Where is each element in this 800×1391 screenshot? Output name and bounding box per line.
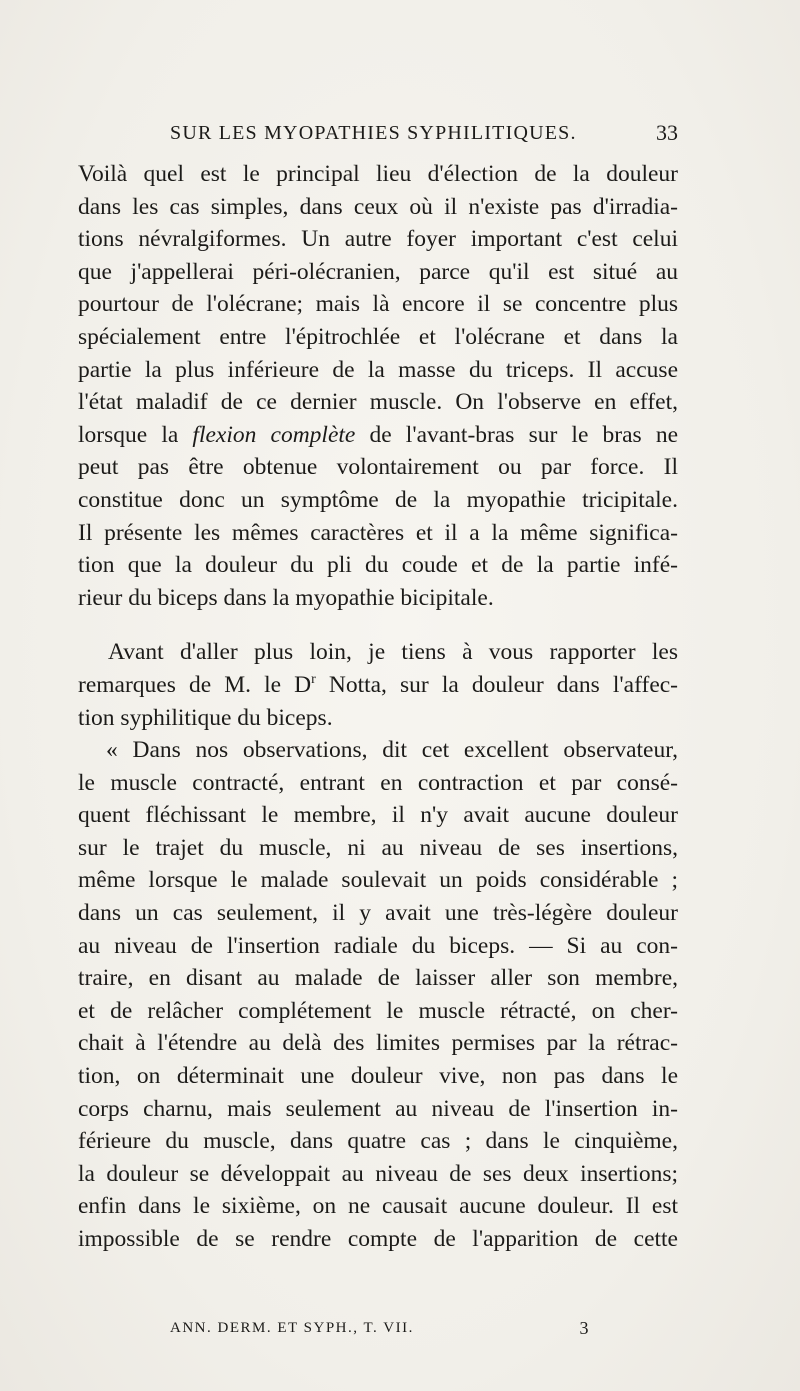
text-line: sur le trajet du muscle, ni au niveau de ses insertions,	[78, 834, 678, 861]
text-line: au niveau de l'insertion radiale du biceps. — Si au con-	[78, 932, 678, 959]
text-line: peut pas être obtenue volontairement ou par force. Il	[78, 454, 678, 481]
text-line: tion, on déterminait une douleur vive, non pas dans le	[78, 1063, 678, 1090]
text-line: dans un cas seulement, il y avait une très-légère douleur	[78, 900, 678, 927]
text-line: tions névralgiformes. Un autre foyer important c'est celui	[78, 226, 678, 253]
text-line: enfin dans le sixième, on ne causait aucune douleur. Il est	[78, 1193, 678, 1220]
text-line: partie la plus inférieure de la masse du triceps. Il accuse	[78, 356, 678, 383]
superscript: r	[311, 672, 316, 688]
text-line: pourtour de l'olécrane; mais là encore il se concentre plus	[78, 291, 678, 318]
page-footer	[170, 1315, 590, 1341]
text-line: spécialement entre l'épitrochlée et l'olécrane et dans la	[78, 323, 678, 350]
text-line: impossible de se rendre compte de l'apparition de cette	[78, 1226, 678, 1252]
text-line: « Dans nos observations, dit cet excellent observateur,	[106, 737, 678, 764]
text-line: même lorsque le malade soulevait un poids considérable ;	[78, 867, 678, 894]
text-line	[78, 419, 678, 452]
text-run: de l'avant-bras sur le bras ne	[355, 421, 678, 448]
text-run: Notta, sur la douleur dans l'affec-	[315, 671, 679, 698]
paragraph-1	[78, 158, 678, 614]
paragraph-2	[78, 636, 678, 734]
journal-signature: ANN. DERM. ET SYPH., T. VII.	[170, 1320, 414, 1336]
paragraph-gap	[78, 614, 678, 636]
page-number: 33	[656, 120, 678, 145]
text-line: traire, en disant au malade de laisser aller son membre,	[78, 965, 678, 992]
text-line: tion que la douleur du pli du coude et de la partie infé-	[78, 552, 678, 579]
text-line: tion syphilitique du biceps.	[78, 704, 333, 731]
text-line: Voilà quel est le principal lieu d'élection de la douleur	[78, 161, 678, 187]
text-run: lorsque la	[78, 421, 193, 448]
text-line: rieur du biceps dans la myopathie bicipitale.	[78, 584, 494, 611]
text-line: que j'appellerai péri-olécranien, parce qu'il est situé au	[78, 258, 678, 285]
text-line: constitue donc un symptôme de la myopathie tricipitale.	[78, 486, 678, 513]
text-line: férieure du muscle, dans quatre cas ; dans le cinquième,	[78, 1128, 678, 1155]
italic-phrase: flexion complète	[192, 421, 356, 448]
text-run: remarques de M. le D	[78, 671, 312, 698]
paragraph-3	[78, 734, 678, 1256]
text-line: et de relâcher complétement le muscle rétracté, on cher-	[78, 997, 678, 1024]
text-line: dans les cas simples, dans ceux où il n'existe pas d'irradia-	[78, 193, 678, 220]
signature-mark: 3	[579, 1318, 590, 1338]
text-line	[78, 669, 678, 702]
text-line: l'état maladif de ce dernier muscle. On l'observe en effet,	[78, 389, 678, 416]
text-line: chait à l'étendre au delà des limites permises par la rétrac-	[78, 1030, 678, 1057]
text-line: Avant d'aller plus loin, je tiens à vous rapporter les	[108, 639, 678, 666]
text-line: la douleur se développait au niveau de ses deux insertions;	[78, 1160, 678, 1187]
text-line: le muscle contracté, entrant en contraction et par consé-	[78, 769, 678, 796]
text-line: quent fléchissant le membre, il n'y avait aucune douleur	[78, 802, 678, 829]
text-line: Il présente les mêmes caractères et il a la même significa-	[78, 519, 678, 546]
running-title: SUR LES MYOPATHIES SYPHILITIQUES.	[170, 122, 577, 144]
body-text	[78, 158, 678, 1256]
text-line: corps charnu, mais seulement au niveau de l'insertion in-	[78, 1095, 678, 1122]
running-head	[150, 118, 678, 148]
